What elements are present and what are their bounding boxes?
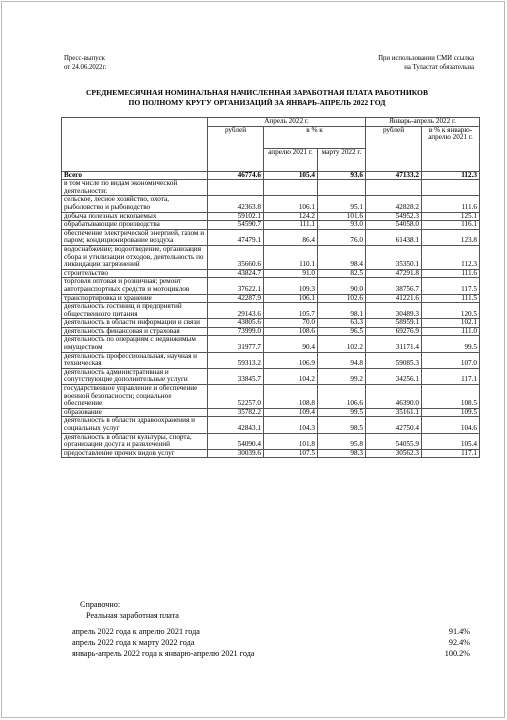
row-rubles-janapr: 59085.3 <box>366 352 422 368</box>
row-pct-janapr: 108.5 <box>422 385 480 409</box>
row-pct-apr2021: 108.8 <box>264 385 318 409</box>
subheader-label: в том числе по видам экономической деятельности: <box>62 180 208 196</box>
header-empty-cell <box>62 118 208 172</box>
citation-line2: на Туластат обязательна <box>404 63 474 71</box>
table-row <box>62 433 480 449</box>
row-rubles: 54590.7 <box>208 221 264 230</box>
row-pct-mar2022: 95.8 <box>318 433 366 449</box>
row-pct-janapr: 116.1 <box>422 221 480 230</box>
row-pct-janapr: 111.6 <box>422 269 480 278</box>
row-pct-mar2022: 98.4 <box>318 245 366 269</box>
row-pct-janapr: 102.1 <box>422 319 480 328</box>
row-pct-janapr: 112.3 <box>422 245 480 269</box>
row-rubles-janapr: 38756.7 <box>366 278 422 294</box>
row-rubles-janapr: 35350.1 <box>366 245 422 269</box>
row-rubles: 54090.4 <box>208 433 264 449</box>
row-pct-mar2022: 90.0 <box>318 278 366 294</box>
notes-reference-label: Справочно: <box>80 600 121 609</box>
header-percent: в % к <box>264 126 366 149</box>
row-label: строительство <box>62 269 208 278</box>
row-rubles-janapr: 58959.1 <box>366 319 422 328</box>
row-rubles: 31977.7 <box>208 336 264 352</box>
total-label: Всего <box>62 171 208 180</box>
total-pct-janapr: 112.3 <box>422 171 480 180</box>
row-rubles: 52257.0 <box>208 385 264 409</box>
row-pct-apr2021: 110.1 <box>264 245 318 269</box>
table-row <box>62 221 480 230</box>
row-pct-apr2021: 109.3 <box>264 278 318 294</box>
row-rubles: 43805.6 <box>208 319 264 328</box>
row-label: государственное управление и обеспечение военной безопасности; социальное обеспечение <box>62 385 208 409</box>
row-label: транспортировка и хранение <box>62 294 208 303</box>
row-pct-mar2022: 98.3 <box>318 449 366 458</box>
header-jan-apr-2022: Январь-апрель 2022 г. <box>366 118 480 127</box>
row-rubles-janapr: 54055.9 <box>366 433 422 449</box>
row-pct-apr2021: 124.2 <box>264 212 318 221</box>
row-pct-janapr: 111.5 <box>422 294 480 303</box>
table-row <box>62 385 480 409</box>
salary-table <box>61 117 480 458</box>
table-row <box>62 336 480 352</box>
row-pct-mar2022: 102.6 <box>318 294 366 303</box>
row-pct-janapr: 125.1 <box>422 212 480 221</box>
notes-section <box>80 599 179 621</box>
real-wage-value: 91.4% <box>448 627 470 636</box>
row-pct-janapr: 109.5 <box>422 408 480 417</box>
row-rubles-janapr: 69276.9 <box>366 327 422 336</box>
row-rubles-janapr: 54058.0 <box>366 221 422 230</box>
citation-note <box>378 55 474 72</box>
row-pct-apr2021: 106.1 <box>264 196 318 212</box>
row-pct-apr2021: 91.0 <box>264 269 318 278</box>
real-wage-label: апрель 2022 года к марту 2022 года <box>72 638 195 648</box>
row-label: торговля оптовая и розничная; ремонт автотранспортных средств и мотоциклов <box>62 278 208 294</box>
table-row <box>62 229 480 245</box>
row-rubles: 33845.7 <box>208 368 264 384</box>
row-rubles-janapr: 54952.3 <box>366 212 422 221</box>
press-release-label: Пресс-выпуск <box>64 55 105 62</box>
row-pct-mar2022: 94.8 <box>318 352 366 368</box>
real-wage-line <box>72 626 470 637</box>
total-pct-apr2021: 105.4 <box>264 171 318 180</box>
table-row <box>62 368 480 384</box>
row-pct-janapr: 111.0 <box>422 327 480 336</box>
header-april-2022: Апрель 2022 г. <box>208 118 366 127</box>
row-pct-mar2022: 98.5 <box>318 417 366 433</box>
row-label: деятельность в области здравоохранения и социальных услуг <box>62 417 208 433</box>
row-rubles-janapr: 30489.3 <box>366 303 422 319</box>
row-rubles: 37622.1 <box>208 278 264 294</box>
real-wage-label: январь-апрель 2022 года к январю-апрелю 2021 года <box>72 649 255 659</box>
row-rubles: 30039.6 <box>208 449 264 458</box>
row-pct-apr2021: 107.5 <box>264 449 318 458</box>
notes-real-wage-title: Реальная заработная плата <box>86 611 179 620</box>
row-pct-janapr: 123.8 <box>422 229 480 245</box>
table-row <box>62 196 480 212</box>
row-pct-janapr: 117.5 <box>422 278 480 294</box>
row-pct-mar2022: 76.0 <box>318 229 366 245</box>
table-row <box>62 449 480 458</box>
table-row-subheader <box>62 180 480 196</box>
real-wage-value: 100.2% <box>444 649 470 659</box>
row-label: деятельность административная и сопутствующие дополнительные услуги <box>62 368 208 384</box>
row-pct-apr2021: 104.3 <box>264 417 318 433</box>
document-title <box>42 88 472 107</box>
row-label: обеспечение электрической энергией, газом и паром; кондиционирование воздуха <box>62 229 208 245</box>
row-label: добыча полезных ископаемых <box>62 212 208 221</box>
row-pct-apr2021: 86.4 <box>264 229 318 245</box>
table-row <box>62 303 480 319</box>
row-rubles-janapr: 35161.1 <box>366 408 422 417</box>
row-pct-apr2021: 106.1 <box>264 294 318 303</box>
row-label: деятельность по операциям с недвижимым имуществом <box>62 336 208 352</box>
row-label: деятельность в области информации и связи <box>62 319 208 328</box>
row-pct-janapr: 107.0 <box>422 352 480 368</box>
row-pct-apr2021: 108.6 <box>264 327 318 336</box>
header-percent-jan-apr-2021: в % к январю-апрелю 2021 г. <box>422 126 480 171</box>
total-rubles-janapr: 47133.2 <box>366 171 422 180</box>
row-pct-mar2022: 99.2 <box>318 368 366 384</box>
real-wage-list <box>72 626 470 660</box>
row-label: деятельность профессиональная, научная и техническая <box>62 352 208 368</box>
header-rubles-2: рублей <box>366 126 422 171</box>
row-label: обрабатывающие производства <box>62 221 208 230</box>
table-row <box>62 417 480 433</box>
row-pct-apr2021: 111.1 <box>264 221 318 230</box>
row-label: деятельность гостиниц и предприятий общественного питания <box>62 303 208 319</box>
row-pct-apr2021: 104.2 <box>264 368 318 384</box>
real-wage-line <box>72 637 470 648</box>
row-pct-janapr: 117.1 <box>422 368 480 384</box>
row-pct-mar2022: 98.1 <box>318 303 366 319</box>
row-rubles: 73999.0 <box>208 327 264 336</box>
header-march-2022: марту 2022 г. <box>318 149 366 172</box>
real-wage-line <box>72 648 470 659</box>
row-pct-janapr: 120.5 <box>422 303 480 319</box>
row-rubles: 35660.6 <box>208 245 264 269</box>
row-rubles: 59313.2 <box>208 352 264 368</box>
press-release-date: от 24.06.2022г. <box>64 63 107 71</box>
row-label: сельское, лесное хозяйство, охота, рыболовство и рыбоводство <box>62 196 208 212</box>
row-pct-mar2022: 93.0 <box>318 221 366 230</box>
row-pct-apr2021: 101.8 <box>264 433 318 449</box>
row-rubles-janapr: 47291.8 <box>366 269 422 278</box>
row-label: водоснабжение; водоотведение, организация сбора и утилизации отходов, деятельность по ликвидации загрязнений <box>62 245 208 269</box>
row-rubles-janapr: 42750.4 <box>366 417 422 433</box>
total-pct-mar2022: 93.6 <box>318 171 366 180</box>
total-rubles: 46774.6 <box>208 171 264 180</box>
row-label: деятельность в области культуры, спорта, организации досуга и развлечений <box>62 433 208 449</box>
row-rubles: 42843.1 <box>208 417 264 433</box>
row-pct-mar2022: 82.5 <box>318 269 366 278</box>
row-pct-mar2022: 96.5 <box>318 327 366 336</box>
row-rubles-janapr: 31171.4 <box>366 336 422 352</box>
table-row <box>62 245 480 269</box>
row-pct-janapr: 111.6 <box>422 196 480 212</box>
row-pct-mar2022: 102.2 <box>318 336 366 352</box>
row-rubles-janapr: 30562.3 <box>366 449 422 458</box>
row-label: деятельность финансовая и страховая <box>62 327 208 336</box>
row-pct-janapr: 117.1 <box>422 449 480 458</box>
row-pct-mar2022: 63.3 <box>318 319 366 328</box>
row-pct-janapr: 105.4 <box>422 433 480 449</box>
row-pct-apr2021: 109.4 <box>264 408 318 417</box>
row-pct-apr2021: 106.9 <box>264 352 318 368</box>
row-rubles: 59102.1 <box>208 212 264 221</box>
row-rubles: 29143.6 <box>208 303 264 319</box>
row-pct-mar2022: 106.6 <box>318 385 366 409</box>
row-label: предоставление прочих видов услуг <box>62 449 208 458</box>
row-pct-mar2022: 101.6 <box>318 212 366 221</box>
row-pct-apr2021: 105.7 <box>264 303 318 319</box>
press-release-info <box>64 55 106 72</box>
table-row <box>62 352 480 368</box>
title-line2: ПО ПОЛНОМУ КРУГУ ОРГАНИЗАЦИЙ ЗА ЯНВАРЬ-АПРЕЛЬ 2022 ГОД <box>128 97 386 107</box>
table-row <box>62 278 480 294</box>
row-rubles: 47479.1 <box>208 229 264 245</box>
header-april-2021: апрелю 2021 г. <box>264 149 318 172</box>
row-rubles: 35782.2 <box>208 408 264 417</box>
row-rubles: 42287.9 <box>208 294 264 303</box>
row-rubles: 43824.7 <box>208 269 264 278</box>
header-rubles: рублей <box>208 126 264 171</box>
row-rubles-janapr: 46390.0 <box>366 385 422 409</box>
row-rubles-janapr: 34256.1 <box>366 368 422 384</box>
row-pct-apr2021: 70.0 <box>264 319 318 328</box>
real-wage-value: 92.4% <box>448 638 470 648</box>
row-pct-mar2022: 95.1 <box>318 196 366 212</box>
title-line1: СРЕДНЕМЕСЯЧНАЯ НОМИНАЛЬНАЯ НАЧИСЛЕННАЯ ЗАРАБОТНАЯ ПЛАТА РАБОТНИКОВ <box>85 88 429 97</box>
row-pct-mar2022: 99.5 <box>318 408 366 417</box>
citation-line1: При использовании СМИ ссылка <box>378 55 474 62</box>
row-rubles-janapr: 41221.6 <box>366 294 422 303</box>
row-rubles: 42363.8 <box>208 196 264 212</box>
row-rubles-janapr: 42828.2 <box>366 196 422 212</box>
table-header-row <box>62 118 480 127</box>
row-pct-janapr: 104.6 <box>422 417 480 433</box>
row-label: образование <box>62 408 208 417</box>
row-pct-janapr: 99.5 <box>422 336 480 352</box>
real-wage-label: апрель 2022 года к апрелю 2021 года <box>72 627 200 636</box>
row-rubles-janapr: 61438.1 <box>366 229 422 245</box>
row-pct-apr2021: 90.4 <box>264 336 318 352</box>
